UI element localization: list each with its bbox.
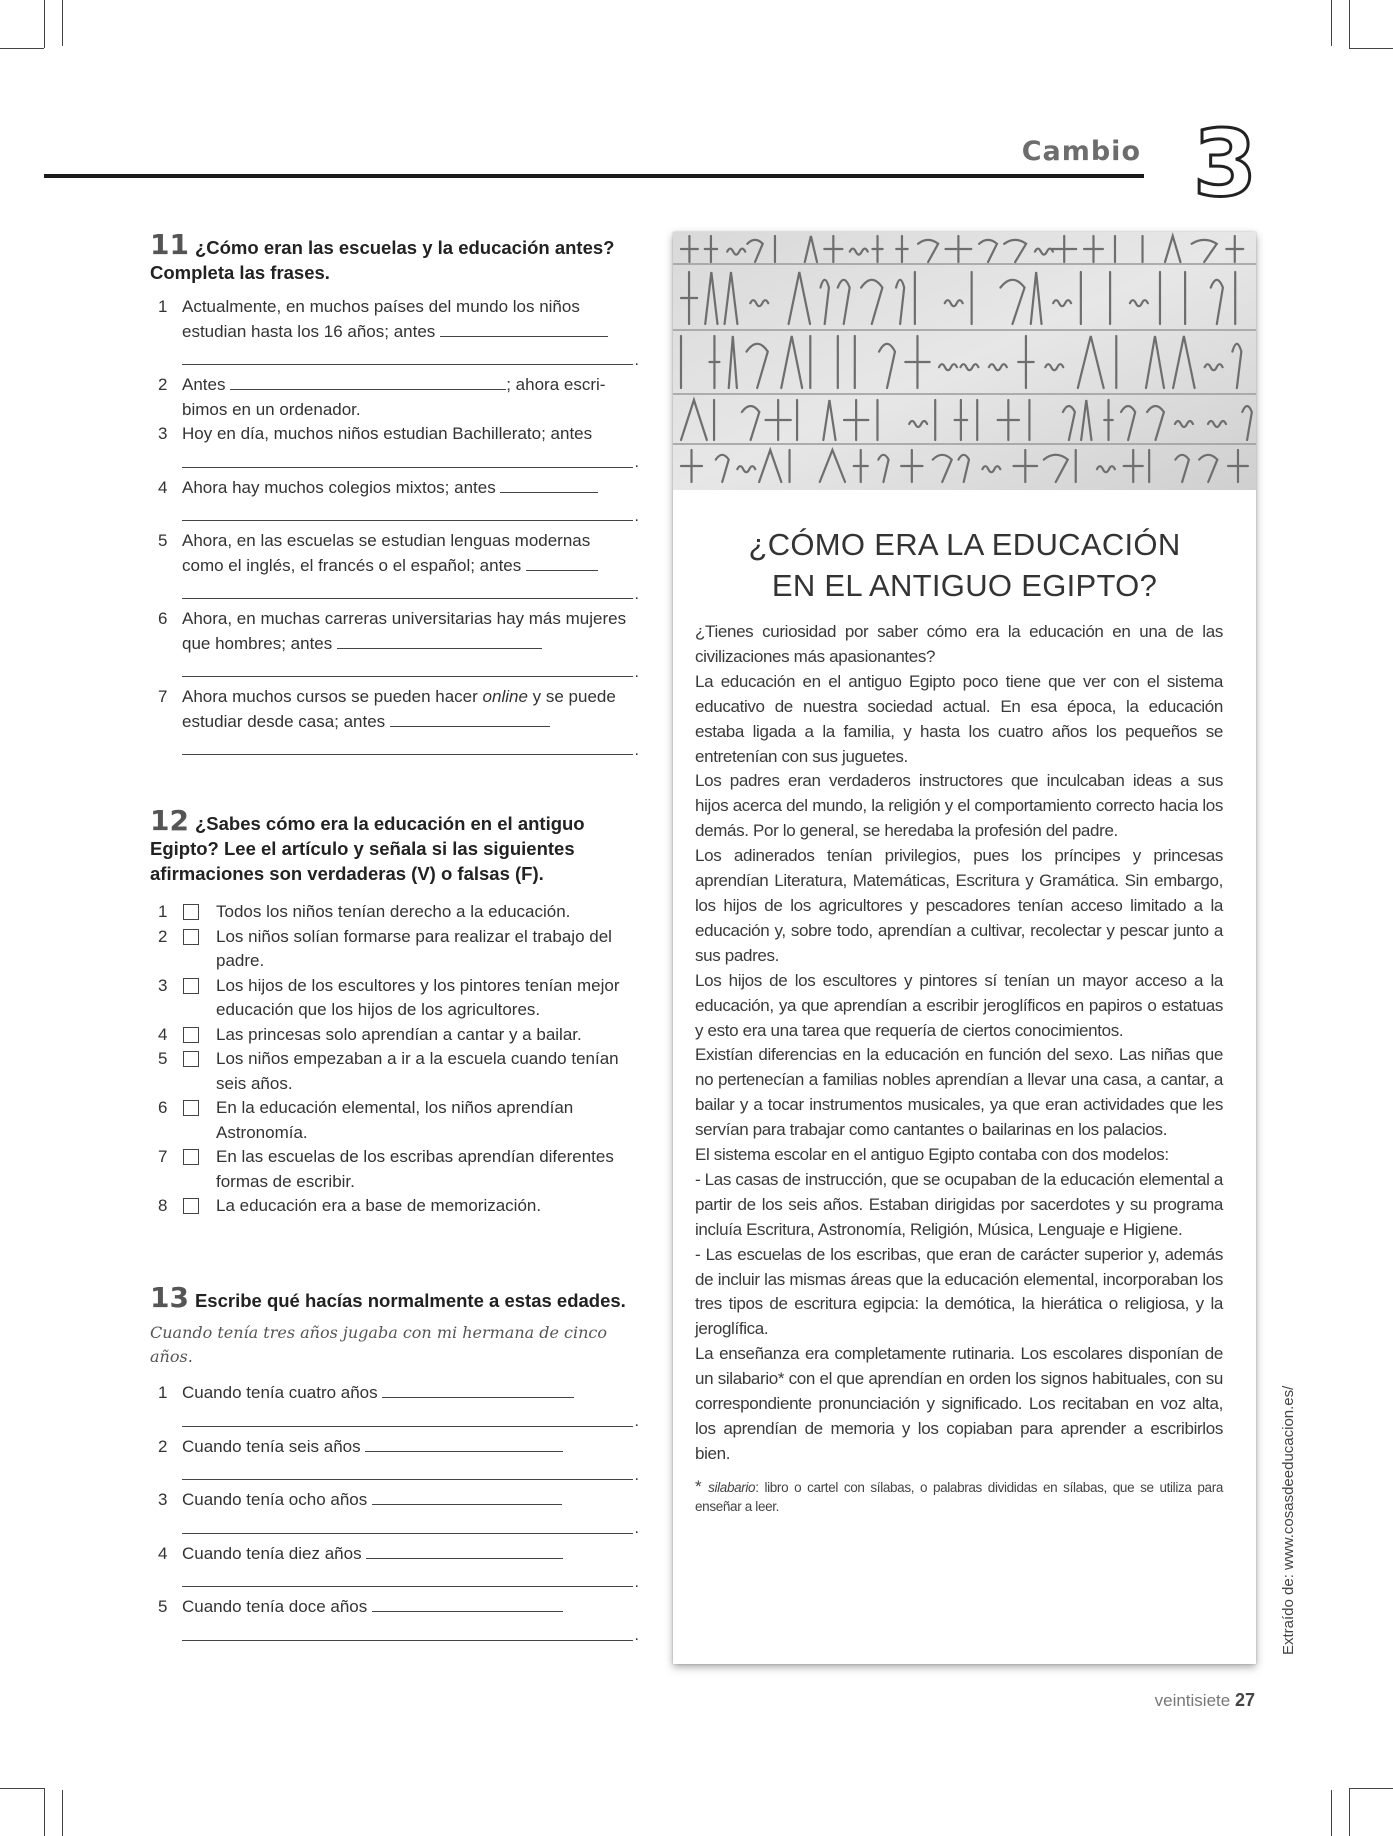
ex11-item-7 [150, 685, 635, 755]
ex12-item [150, 1096, 635, 1145]
answer-line[interactable] [182, 344, 633, 365]
item-text: Hoy en día, muchos niños estudian Bachillerato; antes [182, 424, 593, 443]
article-title-line: ¿CÓMO ERA LA EDUCACIÓN [748, 527, 1181, 562]
true-false-checkbox[interactable] [183, 1051, 199, 1067]
answer-line[interactable] [182, 1513, 633, 1534]
ex13-item [150, 1435, 635, 1481]
item-text: Los niños solían formarse para realizar el trabajo del padre. [216, 926, 612, 970]
item-text: Antes [182, 375, 226, 394]
item-number: 6 [158, 1098, 168, 1117]
page-number: 27 [1234, 1690, 1255, 1710]
exercise-13 [150, 1281, 635, 1649]
ex13-item [150, 1542, 635, 1588]
ex13-item [150, 1381, 635, 1427]
page-footer [1155, 1690, 1255, 1711]
true-false-checkbox[interactable] [183, 1198, 199, 1214]
item-text: En las escuelas de los escribas aprendían diferentes formas de escribir. [216, 1147, 614, 1191]
article-title [673, 524, 1256, 606]
section-title: Cambio [1021, 136, 1141, 167]
item-text: Ahora muchos cursos se pueden hacer [182, 687, 478, 706]
item-text: Ahora, en muchas carreras universitarias hay más mujeres que hombres; antes [182, 609, 627, 653]
item-text: Todos los niños tenían derecho a la educación. [216, 902, 571, 921]
ex11-item-1 [150, 295, 635, 365]
answer-blank[interactable] [337, 634, 542, 649]
footnote [695, 1477, 1223, 1516]
answer-blank[interactable] [372, 1597, 563, 1612]
item-text: En la educación elemental, los niños aprendían Astronomía. [216, 1098, 574, 1142]
answer-line[interactable] [182, 1459, 633, 1480]
item-text: Cuando tenía cuatro años [182, 1383, 378, 1402]
ex11-item-6 [150, 607, 635, 677]
answer-line[interactable] [182, 1620, 633, 1641]
item-text: ; ahora escri- [506, 375, 606, 394]
answer-blank[interactable] [382, 1383, 574, 1398]
article-paragraph: Existían diferencias en la educación en función del sexo. Las niñas que no pertenecían a familias nobles aprendían a llevar una casa, a cantar, a bailar y a tocar instrumentos musicales, ya que eran actividades que les servían para trabajar como cantantes o bailarinas en los palacios. [695, 1045, 1223, 1140]
answer-blank[interactable] [372, 1490, 562, 1505]
item-text: Los hijos de los escultores y los pintores tenían mejor educación que los hijos de los agricultores. [216, 975, 620, 1019]
item-number: 3 [158, 424, 168, 443]
ex12-item [150, 1047, 635, 1096]
answer-blank[interactable] [230, 375, 506, 390]
answer-blank[interactable] [390, 712, 550, 727]
page-word: veintisiete [1154, 1691, 1231, 1710]
item-text: Cuando tenía ocho años [182, 1490, 368, 1509]
exercise-11-title [150, 228, 635, 285]
exercise-number: 13 [150, 1281, 189, 1314]
item-text: La educación era a base de memorización. [216, 1196, 542, 1215]
header-rule [44, 174, 1144, 178]
item-number: 5 [158, 531, 168, 550]
item-text: Los niños empezaban a ir a la escuela cuando tenían seis años. [216, 1049, 619, 1093]
article-body [695, 620, 1223, 1516]
ex12-item [150, 1194, 635, 1219]
article-paragraph: Los padres eran verdaderos instructores que inculcaban ideas a sus hijos acerca del mundo, la religión y el comportamiento correcto hacia los demás. Por lo general, se heredaba la profesión del padre. [695, 771, 1223, 841]
item-text: y se puede estudiar desde casa; antes [182, 687, 616, 731]
ex12-item [150, 1145, 635, 1194]
answer-line[interactable] [182, 578, 633, 599]
item-number: 2 [158, 375, 168, 394]
exercise-12-title [150, 804, 635, 886]
answer-blank[interactable] [440, 322, 608, 337]
item-number: 4 [158, 1024, 168, 1044]
unit-number: 3 [1193, 110, 1258, 217]
footnote-term: silabario [708, 1479, 756, 1495]
answer-blank[interactable] [526, 556, 598, 571]
ex12-item [150, 974, 635, 1023]
item-text: Las princesas solo aprendían a cantar y a bailar. [216, 1024, 582, 1044]
item-text: Ahora, en las escuelas se estudian lenguas modernas como el inglés, el francés o el español; antes [182, 531, 591, 575]
exercise-title-text: Escribe qué hacías normalmente a estas edades. [194, 1290, 626, 1311]
example-answer: Cuando tenía tres años jugaba con mi hermana de cinco años. [150, 1323, 608, 1366]
exercise-13-title [150, 1281, 635, 1314]
article-paragraph: Los adinerados tenían privilegios, pues los príncipes y princesas aprendían Literatura, Matemáticas, Escritura y Gramática. Sin embargo, los hijos de los agricultores y pescadores tenían acceso limitado a la educación y, sobre todo, aprendían a cultivar, recolectar y pescar junto a sus padres. [695, 846, 1223, 965]
item-number: 7 [158, 687, 168, 706]
item-number: 3 [158, 975, 168, 995]
ex12-item [150, 1023, 635, 1048]
true-false-checkbox[interactable] [183, 1149, 199, 1165]
item-number: 2 [158, 1436, 168, 1456]
ex13-item [150, 1488, 635, 1534]
item-number: 5 [158, 1597, 168, 1616]
true-false-checkbox[interactable] [183, 904, 199, 920]
item-text: Actualmente, en muchos países del mundo los niños estudian hasta los 16 años; antes [182, 297, 580, 341]
ex13-item [150, 1595, 635, 1641]
item-number: 1 [158, 1383, 168, 1402]
ex12-item [150, 925, 635, 974]
article-paragraph: - Las casas de instrucción, que se ocupaban de la educación elemental a partir de los seis años. Estaban dirigidas por sacerdotes y su programa incluía Escritura, Astronomía, Religión, Música, Lenguaje e Higiene. [695, 1169, 1224, 1239]
exercise-number: 11 [150, 228, 189, 261]
exercise-title-text: ¿Sabes cómo era la educación en el antiguo Egipto? Lee el artículo y señala si las siguientes afirmaciones son verdaderas (V) o falsas (F). [150, 813, 585, 884]
answer-line[interactable] [182, 656, 633, 677]
article-paragraph: La educación en el antiguo Egipto poco tiene que ver con el sistema educativo de nuestra sociedad actual. En esa época, la educación estaba ligada a la familia, y hasta los cuatro años los pequeños se entretenían con sus juguetes. [695, 671, 1223, 766]
article-paragraph: - Las escuelas de los escribas, que eran de carácter superior y, además de incluir las mismas áreas que la educación elemental, incorporaban los tres tipos de escritura egipcia: la demótica, la hierática o religiosa, y la jeroglífica. [695, 1244, 1223, 1339]
answer-blank[interactable] [500, 478, 598, 493]
article-paragraph: ¿Tienes curiosidad por saber cómo era la educación en una de las civilizaciones más apasionantes? [695, 622, 1223, 666]
ex11-item-5 [150, 529, 635, 599]
true-false-checkbox[interactable] [183, 978, 199, 994]
answer-blank[interactable] [366, 1544, 563, 1559]
ex11-item-3 [150, 422, 635, 468]
item-text: bimos en un ordenador. [182, 399, 361, 419]
footnote-text: : libro o cartel con sílabas, o palabras divididas en sílabas, que se utiliza para enseñar a leer. [695, 1479, 1223, 1514]
answer-blank[interactable] [365, 1437, 563, 1452]
true-false-checkbox[interactable] [183, 929, 199, 945]
item-number: 6 [158, 609, 168, 628]
item-number: 8 [158, 1196, 168, 1215]
ex11-item-2 [150, 373, 635, 422]
true-false-checkbox[interactable] [183, 1100, 199, 1116]
exercise-number: 12 [150, 804, 189, 837]
item-number: 1 [158, 297, 168, 316]
ex12-item [150, 900, 635, 925]
article-card [673, 232, 1256, 1664]
answer-line[interactable] [182, 447, 633, 468]
answer-line[interactable] [182, 1566, 633, 1587]
source-credit: Extraído de: www.cosasdeeducacion.es/ [1280, 1385, 1297, 1655]
answer-line[interactable] [182, 1406, 633, 1427]
true-false-checkbox[interactable] [183, 1027, 199, 1043]
item-text: Cuando tenía seis años [182, 1436, 361, 1456]
article-paragraph: La enseñanza era completamente rutinaria. Los escolares disponían de un silabario* con el que aprendían en orden los signos habituales, con su correspondiente pronunciación y significado. Los recitaban en voz alta, los aprendían de memoria y los copiaban para aprender a escribirlos bien. [695, 1344, 1223, 1463]
item-number: 4 [158, 477, 168, 497]
item-emphasis: online [482, 687, 528, 706]
item-text: Cuando tenía doce años [182, 1597, 368, 1616]
item-number: 5 [158, 1049, 168, 1068]
item-text: Ahora hay muchos colegios mixtos; antes [182, 477, 496, 497]
exercise-12 [150, 804, 635, 1219]
item-number: 1 [158, 902, 168, 921]
answer-line[interactable] [182, 500, 633, 521]
item-text: Cuando tenía diez años [182, 1543, 362, 1563]
exercise-11 [150, 228, 635, 755]
article-paragraph: Los hijos de los escultores y pintores sí tenían un mayor acceso a la educación, ya que aprendían a escribir jeroglíficos en papiros o estatuas y esto era una tarea que requería de ciertos conocimientos. [695, 970, 1223, 1040]
item-number: 7 [158, 1147, 168, 1166]
article-paragraph: El sistema escolar en el antiguo Egipto contaba con dos modelos: [695, 1145, 1169, 1165]
ex11-item-4 [150, 476, 635, 522]
item-number: 2 [158, 926, 168, 946]
article-title-line: EN EL ANTIGUO EGIPTO? [771, 568, 1158, 603]
hieroglyphs-image [673, 232, 1256, 490]
asterisk: * [695, 1476, 709, 1496]
exercise-title-text: ¿Cómo eran las escuelas y la educación antes? Completa las frases. [150, 237, 615, 283]
item-number: 3 [158, 1490, 168, 1509]
answer-line[interactable] [182, 734, 633, 755]
item-number: 4 [158, 1543, 168, 1563]
